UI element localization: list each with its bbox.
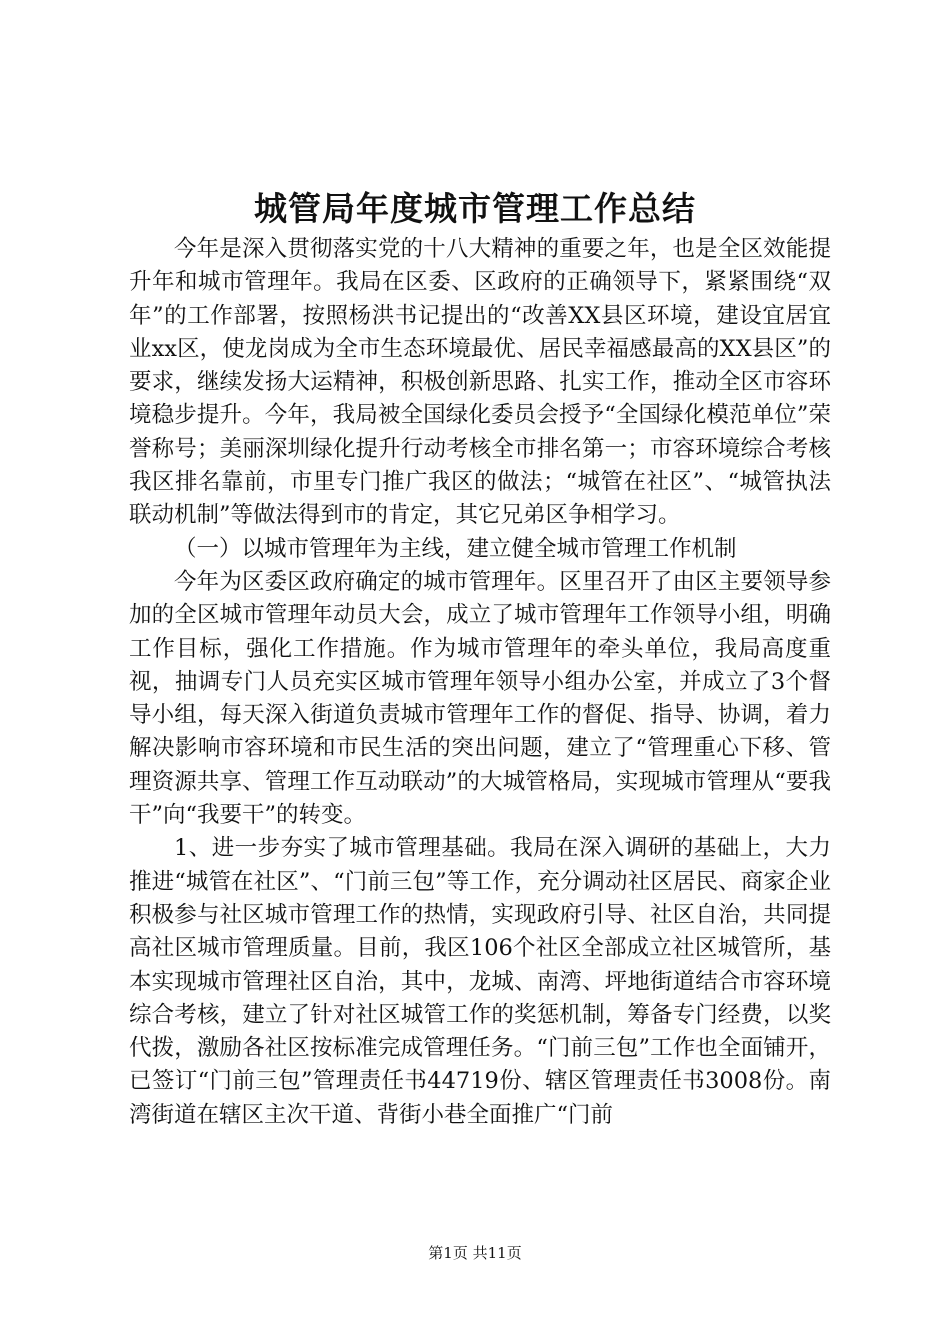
paragraph-intro: 今年是深入贯彻落实党的十八大精神的重要之年，也是全区效能提升年和城市管理年。我局在区委、区政府的正确领导下，紧紧围绕“双年”的工作部署，按照杨洪书记提出的“改善XX县区环境，建设宜居宜业xx区，使龙岗成为全市生态环境最优、居民幸福感最高的XX县区”的要求，继续发扬大运精神，积极创新思路、扎实工作，推动全区市容环境稳步提升。今年，我局被全国绿化委员会授予“全国绿化模范单位”荣誉称号；美丽深圳绿化提升行动考核全市排名第一；市容环境综合考核我区排名靠前，市里专门推广我区的做法；“城管在社区”、“城管执法联动机制”等做法得到市的肯定，其它兄弟区争相学习。: [129, 236, 831, 529]
page-footer: 第1页 共11页: [428, 1244, 522, 1262]
section-heading-1: （一）以城市管理年为主线，建立健全城市管理工作机制: [174, 535, 737, 562]
paragraph-city-management-year: 今年为区委区政府确定的城市管理年。区里召开了由区主要领导参加的全区城市管理年动员大会，成立了城市管理年工作领导小组，明确工作目标，强化工作措施。作为城市管理年的牵头单位，我局高度重视，抽调专门人员充实区城市管理年领导小组办公室，并成立了3个督导小组，每天深入街道负责城市管理年工作的督促、指导、协调，着力解决影响市容环境和市民生活的突出问题，建立了“管理重心下移、管理资源共享、管理工作互动联动”的大城管格局，实现城市管理从“要我干”向“我要干”的转变。: [129, 568, 831, 829]
paragraph-item-1: 1、进一步夯实了城市管理基础。我局在深入调研的基础上，大力推进“城管在社区”、“门前三包”等工作，充分调动社区居民、商家企业积极参与社区城市管理工作的热情，实现政府引导、社区自治，共同提高社区城市管理质量。目前，我区106个社区全部成立社区城管所，基本实现城市管理社区自治，其中，龙城、南湾、坪地街道结合市容环境综合考核，建立了针对社区城管工作的奖惩机制，筹备专门经费，以奖代拨，激励各社区按标准完成管理任务。“门前三包”工作也全面铺开，已签订“门前三包”管理责任书44719份、辖区管理责任书3008份。南湾街道在辖区主次干道、背街小巷全面推广“门前: [129, 835, 831, 1128]
document-body: [129, 233, 831, 1132]
document-title: 城管局年度城市管理工作总结: [254, 189, 696, 228]
